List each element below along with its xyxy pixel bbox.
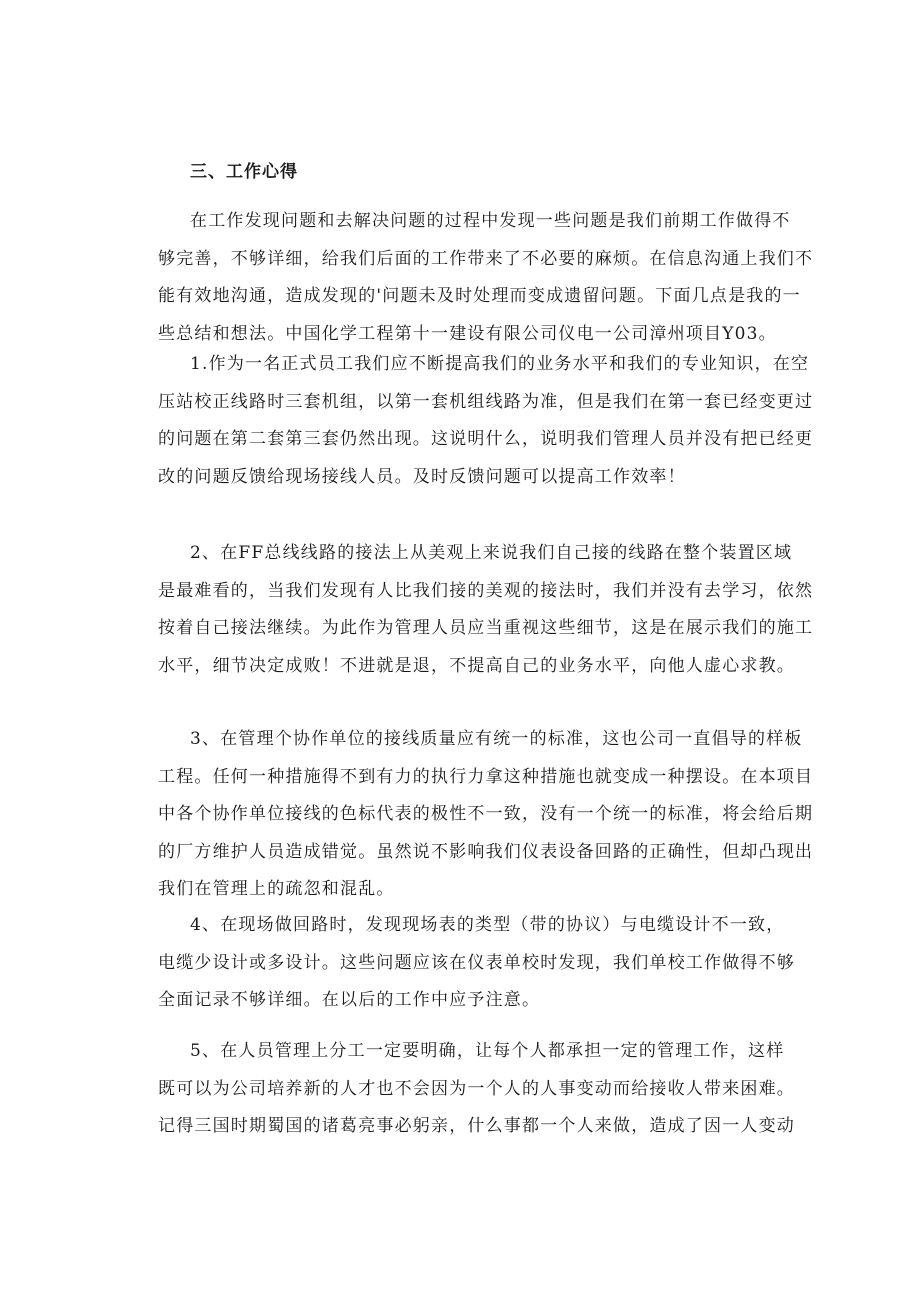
paragraph-intro bbox=[158, 203, 814, 353]
paragraph-point-5 bbox=[158, 1033, 795, 1146]
paragraph-line: 能有效地沟通，造成发现的'问题未及时处理而变成遗留问题。下面几点是我的一 bbox=[158, 286, 801, 306]
paragraph-line: 的问题在第二套第三套仍然出现。这说明什么，说明我们管理人员并没有把已经更 bbox=[158, 429, 814, 449]
paragraph-line: 2、在FF总线线路的接法上从美观上来说我们自己接的线路在整个装置区域 bbox=[190, 543, 793, 563]
paragraph-line: 电缆少设计或多设计。这些问题应该在仪表单校时发现，我们单校工作做得不够 bbox=[158, 952, 795, 973]
paragraph-line: 全面记录不够详细。在以后的工作中应予注意。 bbox=[158, 990, 541, 1010]
paragraph-line: 水平，细节决定成败！不进就是退，不提高自己的业务水平，向他人虚心求教。 bbox=[158, 655, 795, 676]
paragraph-line: 中各个协作单位接线的色标代表的极性不一致，没有一个统一的标准，将会给后期 bbox=[158, 804, 814, 824]
paragraph-line: 1.作为一名正式员工我们应不断提高我们的业务水平和我们的专业知识，在空 bbox=[190, 354, 810, 374]
paragraph-line: 够完善，不够详细，给我们后面的工作带来了不必要的麻烦。在信息沟通上我们不 bbox=[158, 248, 814, 269]
paragraph-point-4 bbox=[158, 907, 795, 1020]
paragraph-point-3 bbox=[158, 721, 814, 909]
paragraph-line: 记得三国时期蜀国的诸葛亮事必躬亲，什么事都一个人来做，造成了因一人变动 bbox=[158, 1116, 795, 1136]
paragraph-line: 5、在人员管理上分工一定要明确，让每个人都承担一定的管理工作，这样 bbox=[190, 1041, 785, 1061]
paragraph-line: 些总结和想法。中国化学工程第十一建设有限公司仪电一公司漳州项目Y03。 bbox=[158, 323, 777, 344]
paragraph-line: 的厂方维护人员造成错觉。虽然说不影响我们仪表设备回路的正确性，但却凸现出 bbox=[158, 841, 814, 862]
paragraph-line: 改的问题反馈给现场接线人员。及时反馈问题可以提高工作效率！ bbox=[158, 466, 686, 487]
paragraph-line: 是最难看的，当我们发现有人比我们接的美观的接法时，我们并没有去学习，依然 bbox=[158, 580, 814, 601]
paragraph-point-1 bbox=[158, 346, 814, 496]
paragraph-line: 我们在管理上的疏忽和混乱。 bbox=[158, 879, 395, 899]
paragraph-line: 在工作发现问题和去解决问题的过程中发现一些问题是我们前期工作做得不 bbox=[190, 211, 791, 231]
paragraph-line: 3、在管理个协作单位的接线质量应有统一的标准，这也公司一直倡导的样板 bbox=[190, 729, 803, 749]
paragraph-line: 既可以为公司培养新的人才也不会因为一个人的人事变动而给接收人带来困难。 bbox=[158, 1078, 795, 1099]
paragraph-line: 工程。任何一种措施得不到有力的执行力拿这种措施也就变成一种摆设。在本项目 bbox=[158, 766, 814, 787]
paragraph-line: 4、在现场做回路时，发现现场表的类型（带的协议）与电缆设计不一致， bbox=[190, 915, 785, 935]
section-heading: 三、工作心得 bbox=[190, 162, 298, 182]
paragraph-line: 按着自己接法继续。为此作为管理人员应当重视这些细节，这是在展示我们的施工 bbox=[158, 618, 814, 638]
paragraph-line: 压站校正线路时三套机组，以第一套机组线路为准，但是我们在第一套已经变更过 bbox=[158, 391, 814, 412]
paragraph-point-2 bbox=[158, 535, 814, 685]
